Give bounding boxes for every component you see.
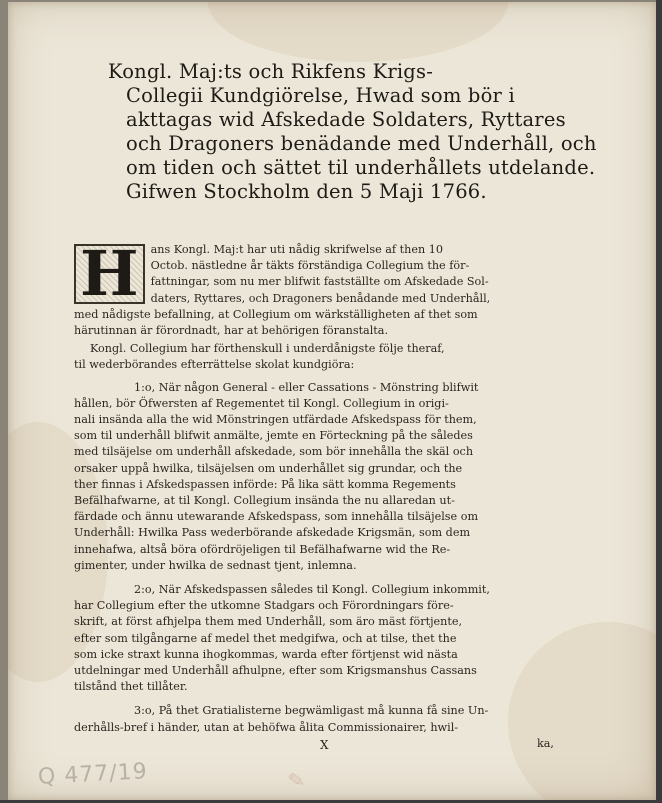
paragraph-2: [74, 582, 554, 695]
text-line: daters, Ryttares, och Dragoners benådande med Underhåll,: [150, 291, 491, 305]
text-line: derhålls-bref i händer, utan at behöfwa ålita Commissionairer, hwil-: [74, 720, 459, 734]
title-line: Gifwen Stockholm den 5 Maji 1766.: [126, 180, 487, 203]
signature-mark: X: [320, 738, 329, 752]
text-line: 1:o, När någon General - eller Cassations - Mönstring blifwit: [134, 380, 479, 394]
text-line: färdade och ännu utewarande Afskedspass, som innehålla tilsäjelse om: [74, 510, 479, 524]
text-line: gimenter, under hwilka de sednast tjent, inlemna.: [74, 558, 357, 572]
pencil-note: Q 477/19: [37, 759, 149, 790]
text-line: til wederbörandes efterrättelse skolat kundgiöra:: [74, 358, 355, 372]
title-line: och Dragoners benädande med Underhåll, och: [126, 132, 597, 155]
title-line: om tiden och sättet til underhållets utdelande.: [126, 156, 596, 179]
text-line: innehafwa, altså böra ofördröjeligen til Befälhafwarne wid the Re-: [74, 542, 451, 556]
document-body: [74, 237, 554, 752]
text-line: med nådigste befallning, at Collegium om wärkställigheten af thet som: [74, 307, 478, 321]
text-line: 2:o, När Afskedspassen således til Kongl. Collegium inkommit,: [134, 583, 490, 597]
paper-stain: [208, 2, 508, 62]
scan-edge: [656, 0, 662, 803]
title-line: akttagas wid Afskedade Soldaters, Ryttares: [126, 108, 566, 131]
text-line: ans Kongl. Maj:t har uti nådig skrifwelse af then 10: [150, 243, 443, 256]
paragraph-1: [74, 380, 554, 574]
text-line: efter som tilgångarne af medel thet medgifwa, och at tilse, thet the: [74, 631, 457, 645]
text-line: skrift, at först afhjelpa them med Underhåll, som äro mäst förtjente,: [74, 615, 463, 629]
title-line: Kongl. Maj:ts och Rikfens Krigs-: [108, 60, 433, 83]
paragraph: [74, 341, 554, 373]
text-line: härutinnan är förordnadt, har at behörigen föranstalta.: [74, 324, 389, 338]
text-line: Befälhafwarne, at til Kongl. Collegium insända the nu allaredan ut-: [74, 494, 455, 508]
text-line: har Collegium efter the utkomne Stadgars och Förordningars före-: [74, 599, 454, 613]
text-line: Kongl. Collegium har förthenskull i underdånigste följe theraf,: [90, 342, 445, 356]
text-line: som til underhåll blifwit anmälte, jemte en Förteckning på the således: [74, 429, 473, 443]
text-line: Octob. nästledne år täkts förständiga Collegium the för-: [150, 259, 470, 273]
title-line: Collegii Kundgiörelse, Hwad som bör i: [126, 84, 515, 107]
text-line: tilstånd thet tillåter.: [74, 680, 188, 694]
faded-ink-mark: ✎: [286, 766, 307, 794]
catchword: ka,: [536, 736, 554, 750]
text-line: hållen, bör Öfwersten af Regementet til Kongl. Collegium in origi-: [74, 396, 449, 410]
text-line: Underhåll: Hwilka Pass wederbörande afskedade Krigsmän, som dem: [74, 526, 471, 540]
text-line: 3:o, På thet Gratialisterne begwämligast må kunna få sine Un-: [134, 704, 489, 718]
document-page: [8, 2, 656, 800]
drop-cap: H: [74, 244, 145, 304]
text-line: utdelningar med Underhåll afhulpne, efter som Krigsmanshus Cassans: [74, 664, 477, 678]
text-line: orsaker uppå hwilka, tilsäjelsen om underhållet sig grundar, och the: [74, 461, 463, 475]
text-line: med tilsäjelse om underhåll afskedade, som bör innehålla the skäl och: [74, 445, 474, 459]
paragraph-3: [74, 703, 554, 752]
text-line: som icke straxt kunna ihogkommas, warda efter förtjenst wid nästa: [74, 647, 458, 661]
text-line: fattningar, som nu mer blifwit fastställte om Afskedade Sol-: [150, 275, 489, 289]
document-title: [108, 60, 597, 204]
text-line: nali insända alla the wid Mönstringen utfärdade Afskedspass för them,: [74, 413, 477, 427]
text-line: ther finnas i Afskedspassen införde: På lika sätt komma Regements: [74, 477, 456, 491]
intro-paragraph: [74, 237, 554, 339]
